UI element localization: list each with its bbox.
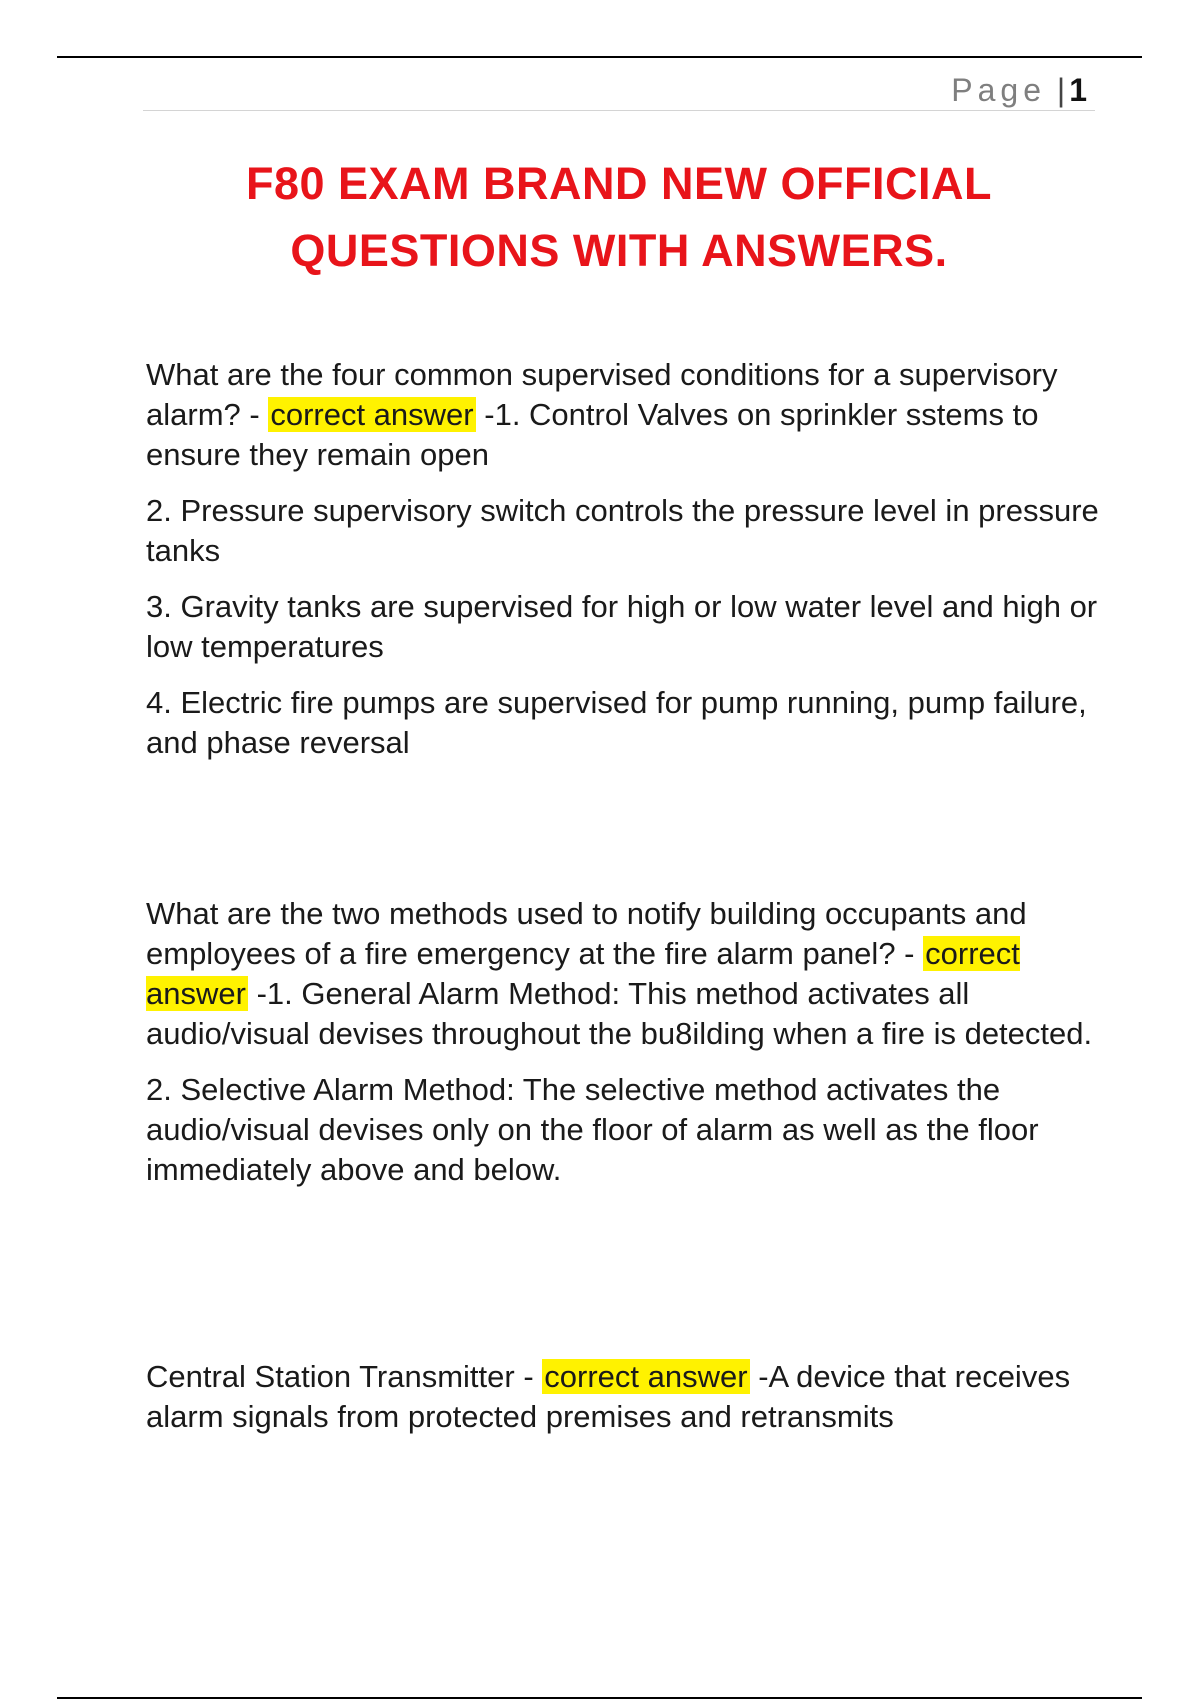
question-paragraph bbox=[146, 894, 1106, 1054]
page-separator: | bbox=[1056, 72, 1066, 108]
question-text: What are the four common supervised conditions for a supervisory alarm? - bbox=[146, 357, 1058, 432]
question-paragraph bbox=[146, 1357, 1106, 1437]
top-rule bbox=[57, 56, 1142, 58]
answer-highlight: correct answer bbox=[544, 1359, 748, 1394]
answer-highlight: correct answer bbox=[146, 936, 1020, 1011]
title-line-1: F80 EXAM BRAND NEW OFFICIAL bbox=[245, 158, 992, 209]
page-number: 1 bbox=[1069, 72, 1087, 108]
answer-highlight: correct answer bbox=[270, 397, 474, 432]
qa-entry-1 bbox=[146, 355, 1106, 779]
bottom-rule bbox=[57, 1697, 1142, 1699]
document-title bbox=[143, 150, 1095, 284]
qa-entry-2 bbox=[146, 894, 1106, 1206]
answer-paragraph: 2. Selective Alarm Method: The selective method activates the audio/visual devises only on the floor of alarm as well as the floor immediately above and below. bbox=[146, 1072, 1039, 1187]
answer-paragraph: 3. Gravity tanks are supervised for high or low water level and high or low temperatures bbox=[146, 589, 1098, 664]
answer-text: -1. General Alarm Method: This method activates all audio/visual devises throughout the bu8ilding when a fire is detected. bbox=[146, 976, 1093, 1051]
answer-paragraph: 2. Pressure supervisory switch controls the pressure level in pressure tanks bbox=[146, 493, 1099, 568]
page-label: Page bbox=[951, 72, 1046, 108]
answer-paragraph: 4. Electric fire pumps are supervised for pump running, pump failure, and phase reversal bbox=[146, 685, 1087, 760]
question-paragraph bbox=[146, 355, 1106, 475]
question-text: Central Station Transmitter - bbox=[146, 1359, 534, 1394]
question-text: What are the two methods used to notify building occupants and employees of a fire emergency at the fire alarm panel? - bbox=[146, 896, 1027, 971]
answer-text: -A device that receives alarm signals from protected premises and retransmits bbox=[146, 1359, 1071, 1434]
qa-entry-3 bbox=[146, 1357, 1106, 1453]
title-line-2: QUESTIONS WITH ANSWERS. bbox=[290, 225, 948, 276]
answer-text: -1. Control Valves on sprinkler sstems to ensure they remain open bbox=[146, 397, 1039, 472]
page-header bbox=[143, 70, 1095, 111]
